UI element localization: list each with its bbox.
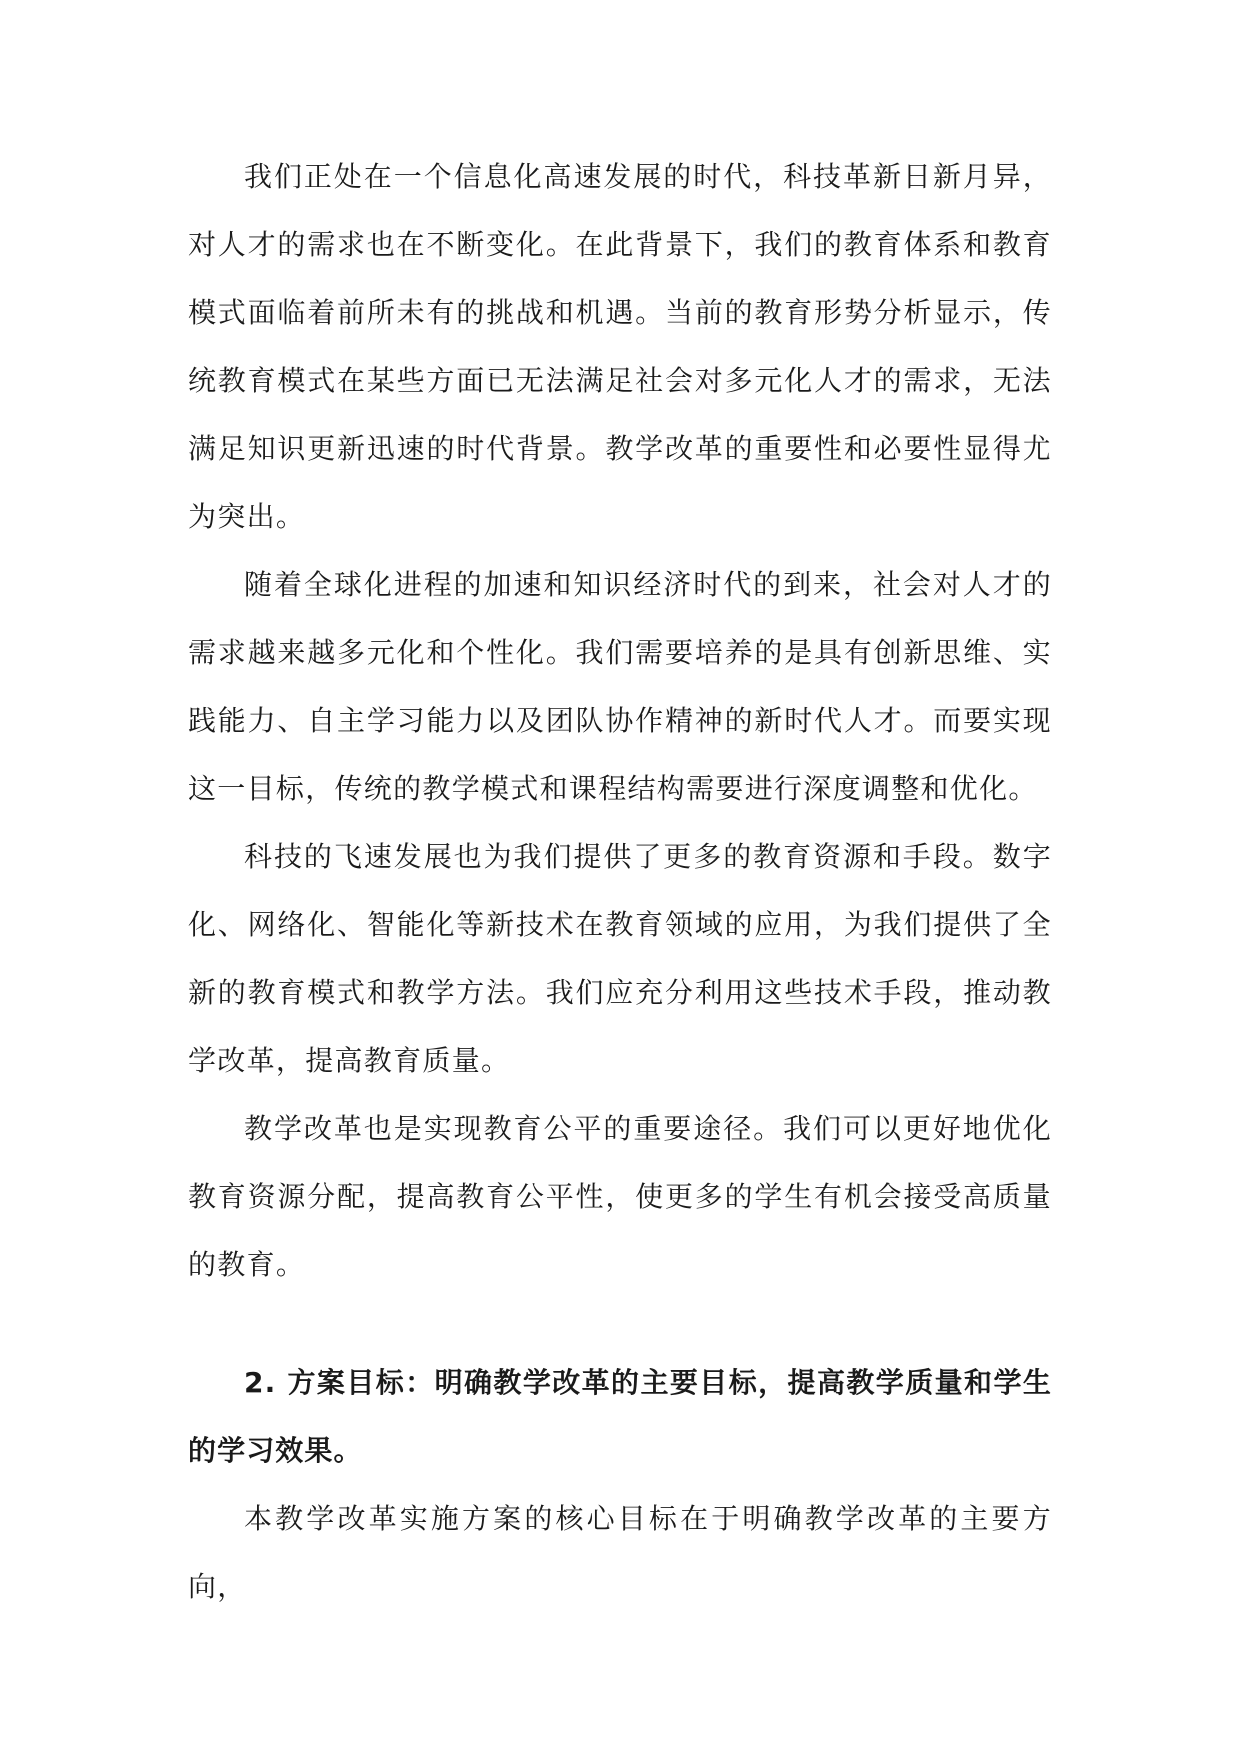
document-body (188, 143, 1052, 1621)
body-paragraph: 随着全球化进程的加速和知识经济时代的到来，社会对人才的需求越来越多元化和个性化。我们需要培养的是具有创新思维、实践能力、自主学习能力以及团队协作精神的新时代人才。而要实现这一目标，传统的教学模式和课程结构需要进行深度调整和优化。 (188, 568, 1052, 805)
section-heading: 2. 方案目标：明确教学改革的主要目标，提高教学质量和学生的学习效果。 (188, 1366, 1052, 1467)
body-paragraph: 我们正处在一个信息化高速发展的时代，科技革新日新月异，对人才的需求也在不断变化。在此背景下，我们的教育体系和教育模式面临着前所未有的挑战和机遇。当前的教育形势分析显示，传统教育模式在某些方面已无法满足社会对多元化人才的需求，无法满足知识更新迅速的时代背景。教学改革的重要性和必要性显得尤为突出。 (188, 160, 1052, 533)
body-paragraph: 教学改革也是实现教育公平的重要途径。我们可以更好地优化教育资源分配，提高教育公平性，使更多的学生有机会接受高质量的教育。 (188, 1112, 1052, 1281)
body-paragraph: 本教学改革实施方案的核心目标在于明确教学改革的主要方向， (188, 1502, 1052, 1603)
body-paragraph: 科技的飞速发展也为我们提供了更多的教育资源和手段。数字化、网络化、智能化等新技术在教育领域的应用，为我们提供了全新的教育模式和教学方法。我们应充分利用这些技术手段，推动教学改革，提高教育质量。 (188, 840, 1052, 1077)
